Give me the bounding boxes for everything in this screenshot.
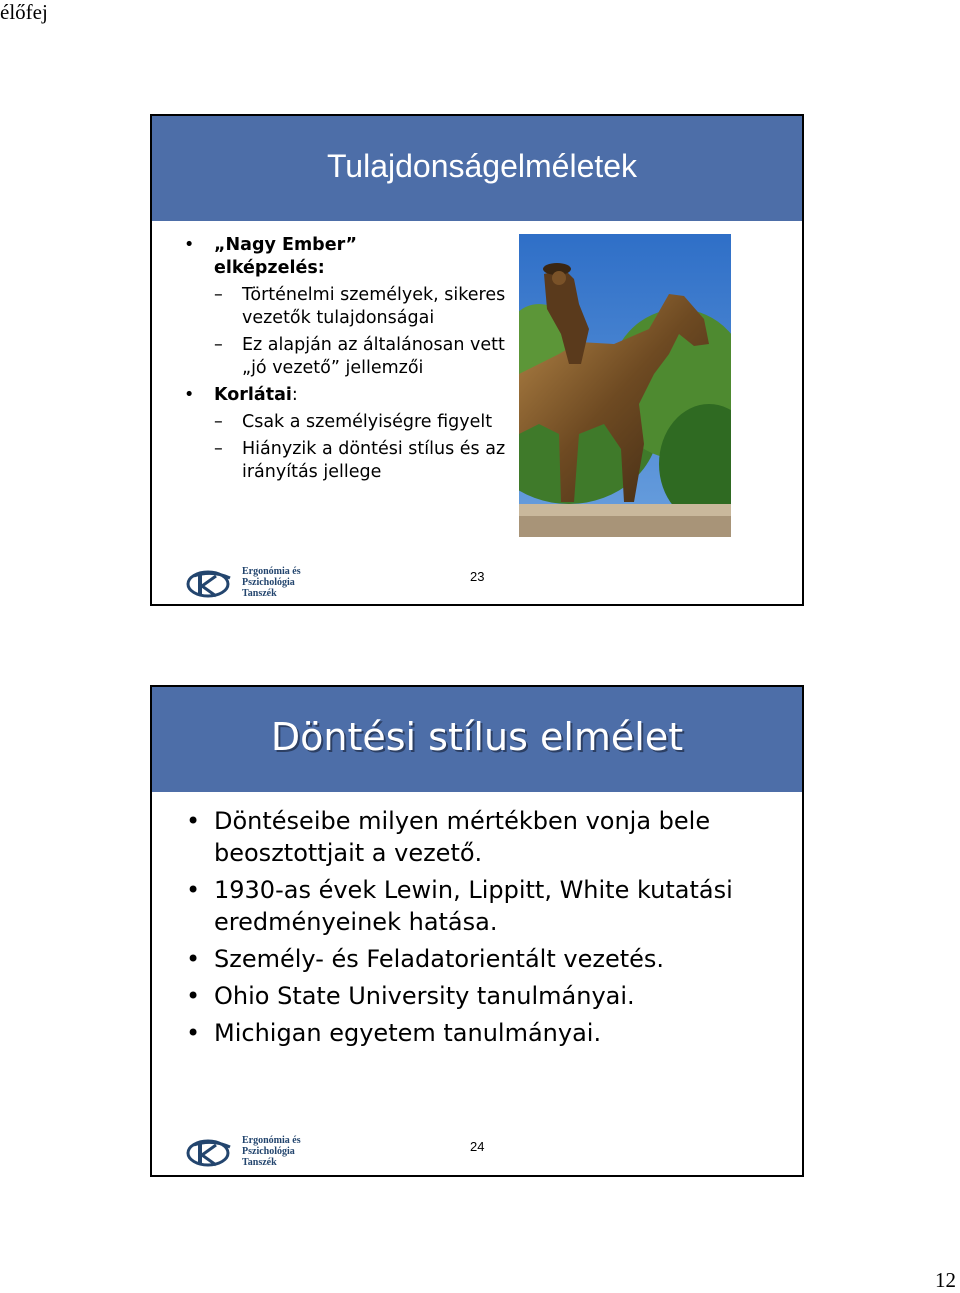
logo-line: Ergonómia és bbox=[242, 1135, 301, 1146]
list-item: • Személy- és Feladatorientált vezetés. bbox=[214, 943, 794, 975]
department-logo bbox=[186, 566, 306, 602]
logo-line: Tanszék bbox=[242, 1157, 277, 1168]
bullet-suffix: : bbox=[291, 385, 298, 405]
slide-number: 24 bbox=[470, 1139, 485, 1154]
sub-list bbox=[214, 411, 514, 484]
page-header: élőfej bbox=[0, 0, 48, 24]
logo-line: Tanszék bbox=[242, 588, 277, 599]
logo-icon bbox=[186, 1135, 238, 1171]
logo-line: Pszichológia bbox=[242, 577, 295, 588]
slide-24 bbox=[150, 685, 804, 1177]
sub-item: – Csak a személyiségre figyelt bbox=[214, 411, 514, 434]
sub-item: – Történelmi személyek, sikeres vezetők tulajdonságai bbox=[214, 284, 514, 330]
department-logo bbox=[186, 1135, 306, 1171]
slide-number: 23 bbox=[470, 569, 485, 584]
logo-line: Ergonómia és bbox=[242, 566, 301, 577]
logo-icon bbox=[186, 566, 238, 602]
logo-line: Pszichológia bbox=[242, 1146, 295, 1157]
list-item bbox=[214, 234, 514, 380]
bullet-label: Korlátai bbox=[214, 385, 292, 405]
list-item: • Ohio State University tanulmányai. bbox=[214, 980, 794, 1012]
list-item bbox=[214, 384, 514, 484]
list-item: • Döntéseibe milyen mértékben vonja bele beosztottjait a vezető. bbox=[214, 805, 794, 869]
slide-title: Döntési stílus elmélet bbox=[270, 715, 684, 759]
sub-list bbox=[214, 284, 514, 380]
list-item: • 1930-as évek Lewin, Lippitt, White kutatási eredményeinek hatása. bbox=[214, 874, 794, 938]
bullet-label: elképzelés: bbox=[214, 258, 325, 278]
bullet-label: „Nagy Ember” bbox=[214, 235, 358, 255]
bullet-list bbox=[214, 234, 514, 484]
slide-23 bbox=[150, 114, 804, 606]
statue-photo bbox=[519, 234, 731, 537]
slide-title: Tulajdonságelméletek bbox=[326, 148, 638, 184]
sub-item: – Hiányzik a döntési stílus és az irányítás jellege bbox=[214, 438, 514, 484]
list-item: • Michigan egyetem tanulmányai. bbox=[214, 1017, 794, 1049]
page-number: 12 bbox=[935, 1268, 956, 1292]
sub-item: – Ez alapján az általánosan vett „jó vezető” jellemzői bbox=[214, 334, 514, 380]
bullet-list bbox=[214, 805, 794, 1054]
